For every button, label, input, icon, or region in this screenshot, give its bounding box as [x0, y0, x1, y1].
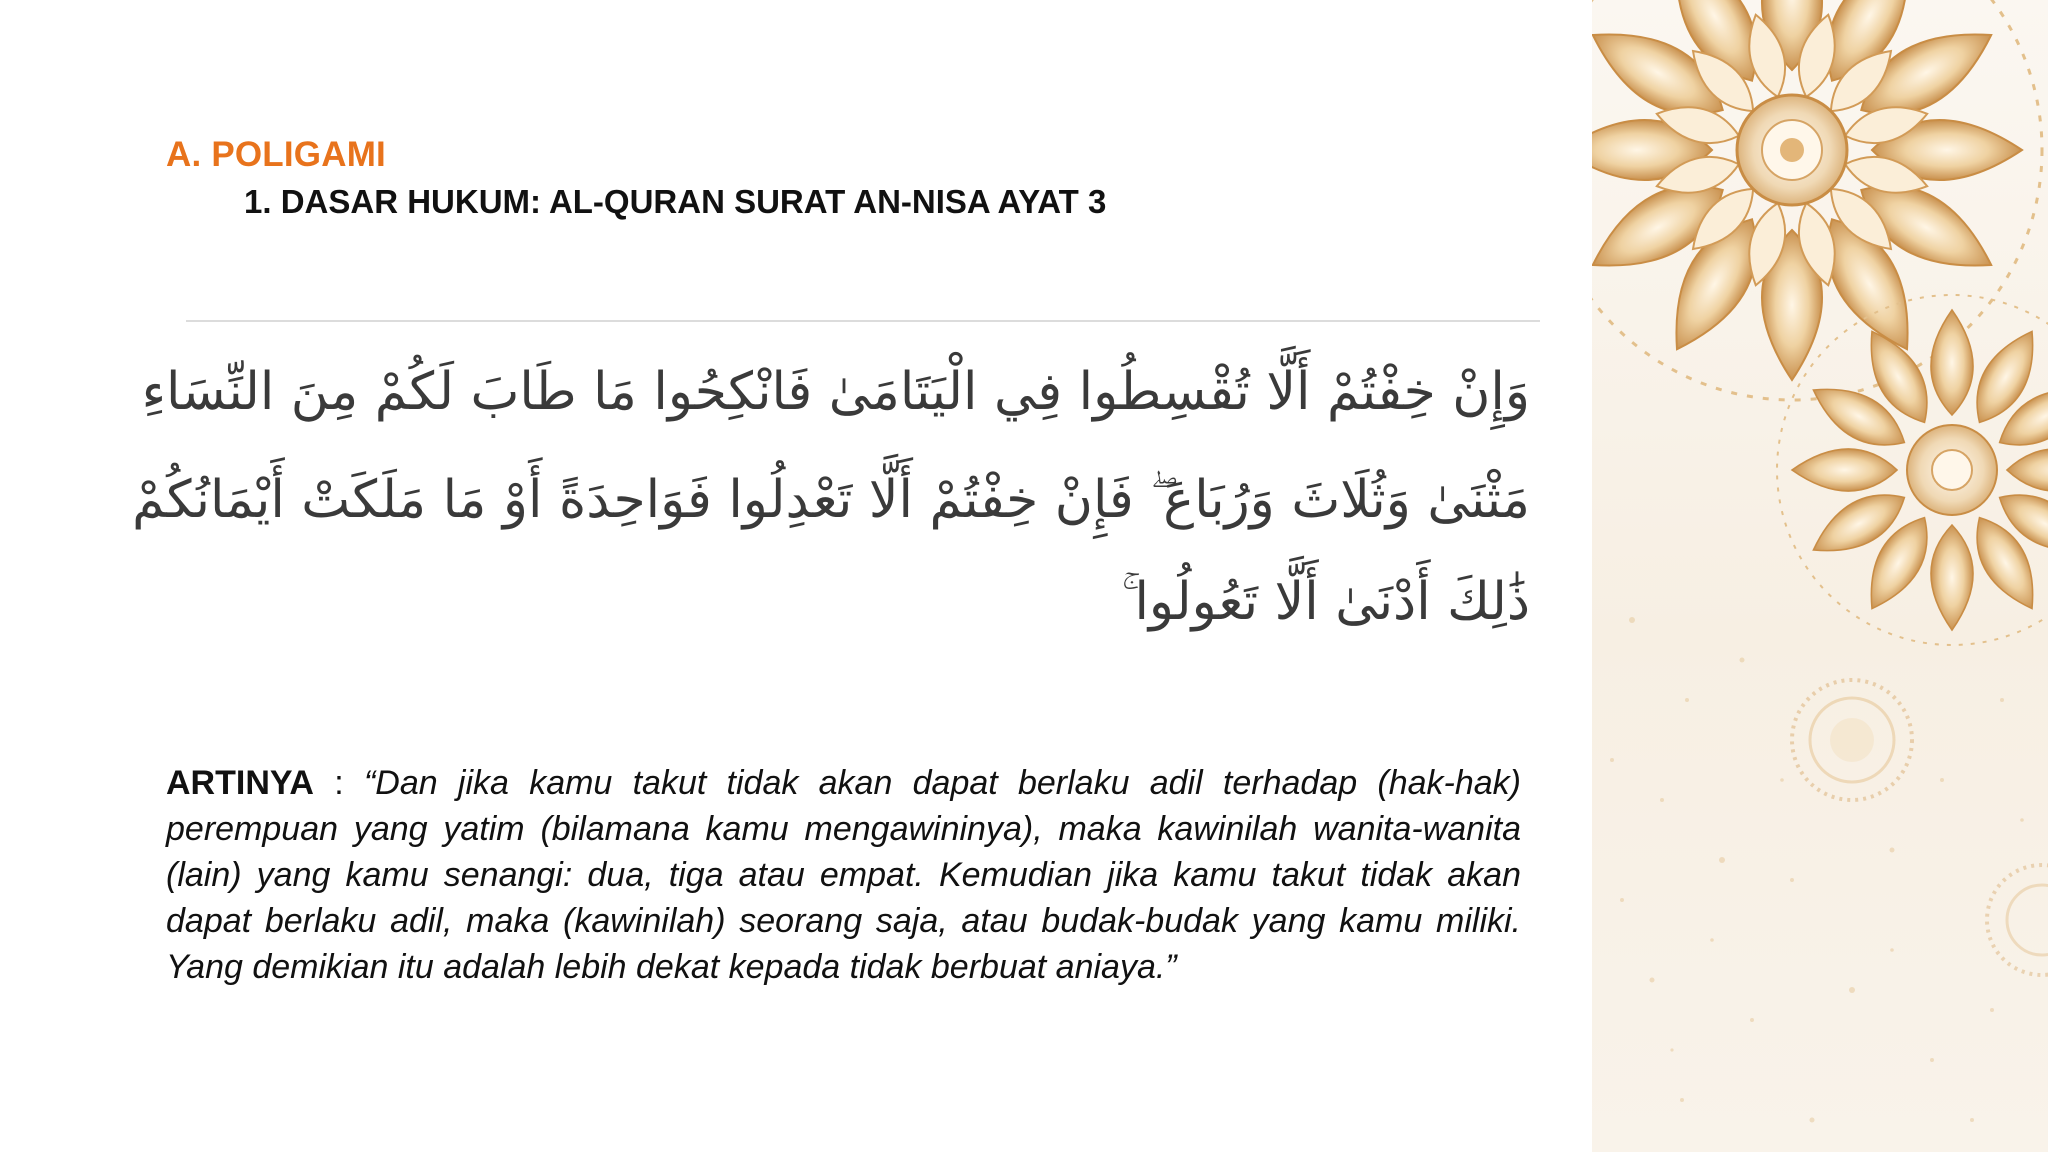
translation-paragraph [166, 760, 1521, 990]
mandala-medium [1777, 295, 2048, 645]
gold-speckles [1610, 617, 2024, 1123]
mandala-large [1592, 0, 2042, 400]
mandala-ornament-icon [1592, 0, 2048, 1152]
translation-separator: : [314, 764, 364, 802]
section-title: A. POLIGAMI [166, 135, 386, 174]
translation-label: ARTINYA [166, 764, 314, 802]
verse-line-1: وَإِنْ خِفْتُمْ أَلَّا تُقْسِطُوا فِي الْيَتَامَىٰ فَانْكِحُوا مَا طَابَ لَكُمْ مِنَ النِّسَاءِ [141, 362, 1530, 422]
translation-text: “Dan jika kamu takut tidak akan dapat berlaku adil terhadap (hak-hak) perempuan yang yatim (bilamana kamu mengawininya), maka kawinilah wanita-wanita (lain) yang kamu senangi: dua, tiga atau empat. Kemudian jika kamu takut tidak akan dapat berlaku adil, maka (kawinilah) seorang saja, atau budak-budak yang kamu miliki. Yang demikian itu adalah lebih dekat kepada tidak berbuat aniaya.” [166, 764, 1522, 986]
mandala-small-faded [1792, 680, 1912, 800]
mandala-edge-faded [1987, 865, 2048, 975]
subsection-title: 1. DASAR HUKUM: AL-QURAN SURAT AN-NISA AYAT 3 [244, 183, 1107, 220]
quran-verse-image [132, 320, 1540, 680]
ornament-graphic [1592, 0, 2048, 1152]
divider [186, 320, 1540, 322]
verse-line-2: مَثْنَىٰ وَثُلَاثَ وَرُبَاعَ ۖ فَإِنْ خِفْتُمْ أَلَّا تَعْدِلُوا فَوَاحِدَةً أَوْ مَا مَلَكَتْ أَيْمَانُكُمْ [132, 470, 1530, 530]
verse-line-3: ذَٰلِكَ أَدْنَىٰ أَلَّا تَعُولُوا ۚ [1121, 572, 1530, 632]
